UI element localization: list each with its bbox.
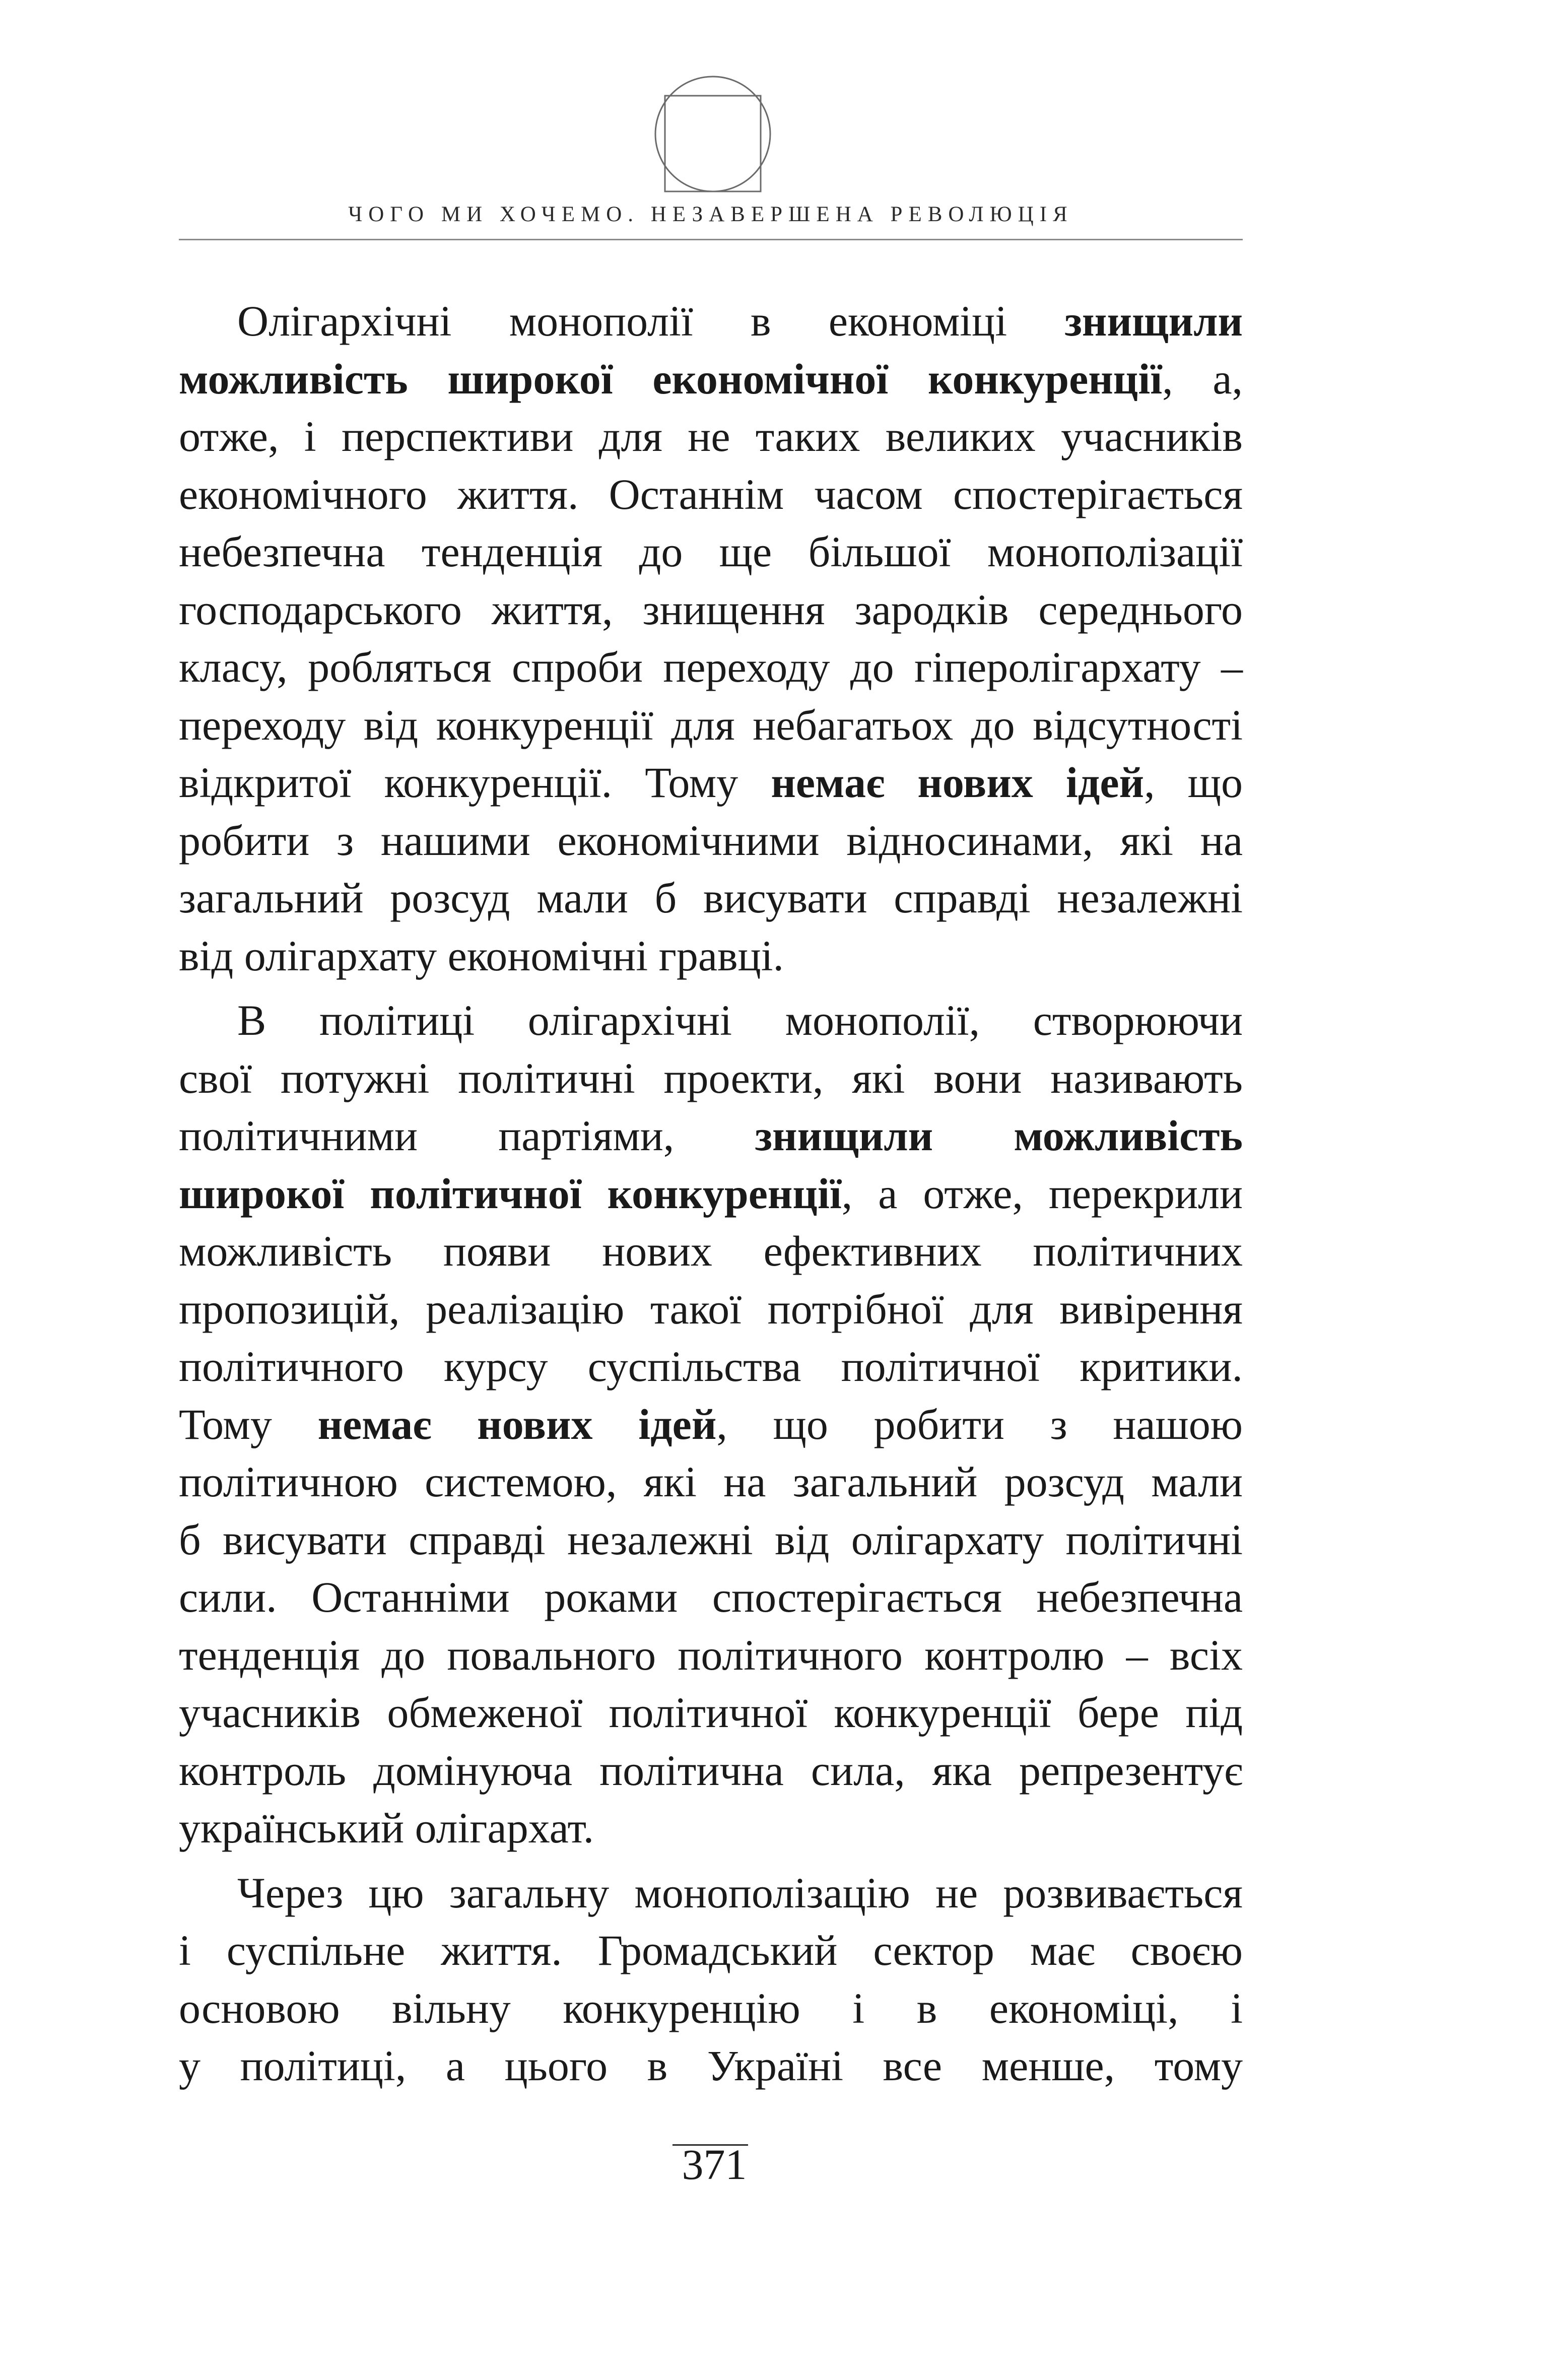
text-line [179, 927, 1243, 985]
text-run: економічного життя. Останнім часом спостерігається [179, 470, 1243, 518]
text-run: і суспільне життя. Громадський сектор має своєю [179, 1926, 1243, 1974]
text-line [179, 2037, 1243, 2095]
paragraph-gap [179, 1857, 1243, 1864]
text-line [179, 1049, 1243, 1107]
text-line [179, 350, 1243, 408]
text-line [179, 754, 1243, 812]
text-run: сили. Останніми роками спостерігається небезпечна [179, 1573, 1243, 1621]
text-run: основою вільну конкуренцію і в економіці, і [179, 1984, 1243, 2032]
text-run: , що робити з нашою [716, 1400, 1243, 1448]
text-run: відкритої конкуренції. Тому [179, 758, 771, 807]
text-run: можливість появи нових ефективних політичних [179, 1227, 1243, 1275]
text-line [179, 408, 1243, 466]
bold-emphasis: немає нових ідей [771, 758, 1145, 807]
bold-emphasis: знищили [1064, 297, 1243, 345]
text-line [179, 1511, 1243, 1569]
text-run: свої потужні політичні проекти, які вони називають [179, 1053, 1243, 1102]
text-run: переходу від конкуренції для небагатьох до відсутності [179, 700, 1243, 749]
text-run: у політиці, а цього в Україні все менше, тому [179, 2041, 1243, 2090]
text-line [179, 1799, 1243, 1857]
text-run: Через цю загальну монополізацію не розвивається [237, 1868, 1243, 1917]
header-rule [179, 239, 1243, 240]
text-run: пропозицій, реалізацію такої потрібної для вивірення [179, 1284, 1243, 1333]
paragraph [179, 292, 1243, 984]
text-line [179, 1922, 1243, 1979]
text-line [179, 696, 1243, 754]
text-run: В політиці олігархічні монополії, створюючи [237, 996, 1243, 1044]
text-line [179, 523, 1243, 581]
circle-square-emblem-icon [653, 75, 772, 193]
text-line [179, 869, 1243, 927]
text-line [179, 1338, 1243, 1396]
text-run: отже, і перспективи для не таких великих учасників [179, 412, 1243, 460]
text-run: Олігархічні монополії в економіці [237, 297, 1065, 345]
text-line [179, 466, 1243, 523]
text-run: , а, [1162, 354, 1243, 403]
text-run: український олігархат. [179, 1804, 594, 1852]
text-line [179, 1165, 1243, 1223]
text-run: контроль домінуюча політична сила, яка репрезентує [179, 1746, 1243, 1795]
text-run: політичного курсу суспільства політичної критики. [179, 1342, 1243, 1391]
text-run: від олігархату економічні гравці. [179, 931, 784, 980]
bold-emphasis: немає нових ідей [317, 1400, 717, 1448]
text-run: загальний розсуд мали б висувати справді незалежні [179, 874, 1243, 922]
page-number: 371 [682, 2140, 747, 2189]
text-line [179, 1396, 1243, 1453]
text-line [179, 638, 1243, 696]
bold-emphasis: знищили можливість [755, 1111, 1243, 1160]
text-line [179, 1453, 1243, 1511]
text-run: учасників обмеженої політичної конкуренції бере під [179, 1688, 1243, 1737]
text-run: , а отже, перекрили [841, 1169, 1243, 1218]
bold-emphasis: широкої політичної конкуренції [179, 1169, 842, 1218]
text-run: робити з нашими економічними відносинами, які на [179, 816, 1243, 865]
bold-emphasis: можливість широкої економічної конкуренції [179, 354, 1163, 403]
paragraph-gap [179, 984, 1243, 991]
text-run: класу, робляться спроби переходу до гіперолігархату – [179, 643, 1243, 691]
text-run: , що [1144, 758, 1243, 807]
text-line [179, 1107, 1243, 1165]
text-run: господарського життя, знищення зародків середнього [179, 585, 1243, 634]
text-run: політичною системою, які на загальний розсуд мали [179, 1458, 1243, 1506]
text-line [179, 1626, 1243, 1684]
text-line [179, 991, 1243, 1049]
paragraph [179, 991, 1243, 1857]
text-line [179, 1864, 1243, 1922]
text-run: небезпечна тенденція до ще більшої монополізації [179, 527, 1243, 576]
text-run: б висувати справді незалежні від олігархату політичні [179, 1515, 1243, 1564]
text-run: Тому [179, 1400, 318, 1448]
text-line [179, 581, 1243, 639]
text-line [179, 1568, 1243, 1626]
paragraph [179, 1864, 1243, 2095]
running-head: ЧОГО МИ ХОЧЕМО. НЕЗАВЕРШЕНА РЕВОЛЮЦІЯ [348, 203, 1073, 226]
text-line [179, 1280, 1243, 1338]
text-run: тенденція до повального політичного контролю – всіх [179, 1630, 1243, 1679]
body-text [179, 292, 1243, 2095]
text-line [179, 1979, 1243, 2037]
text-run: політичними партіями, [179, 1111, 755, 1160]
text-line [179, 812, 1243, 870]
text-line [179, 1684, 1243, 1742]
text-line [179, 1222, 1243, 1280]
text-line [179, 292, 1243, 350]
text-line [179, 1742, 1243, 1800]
